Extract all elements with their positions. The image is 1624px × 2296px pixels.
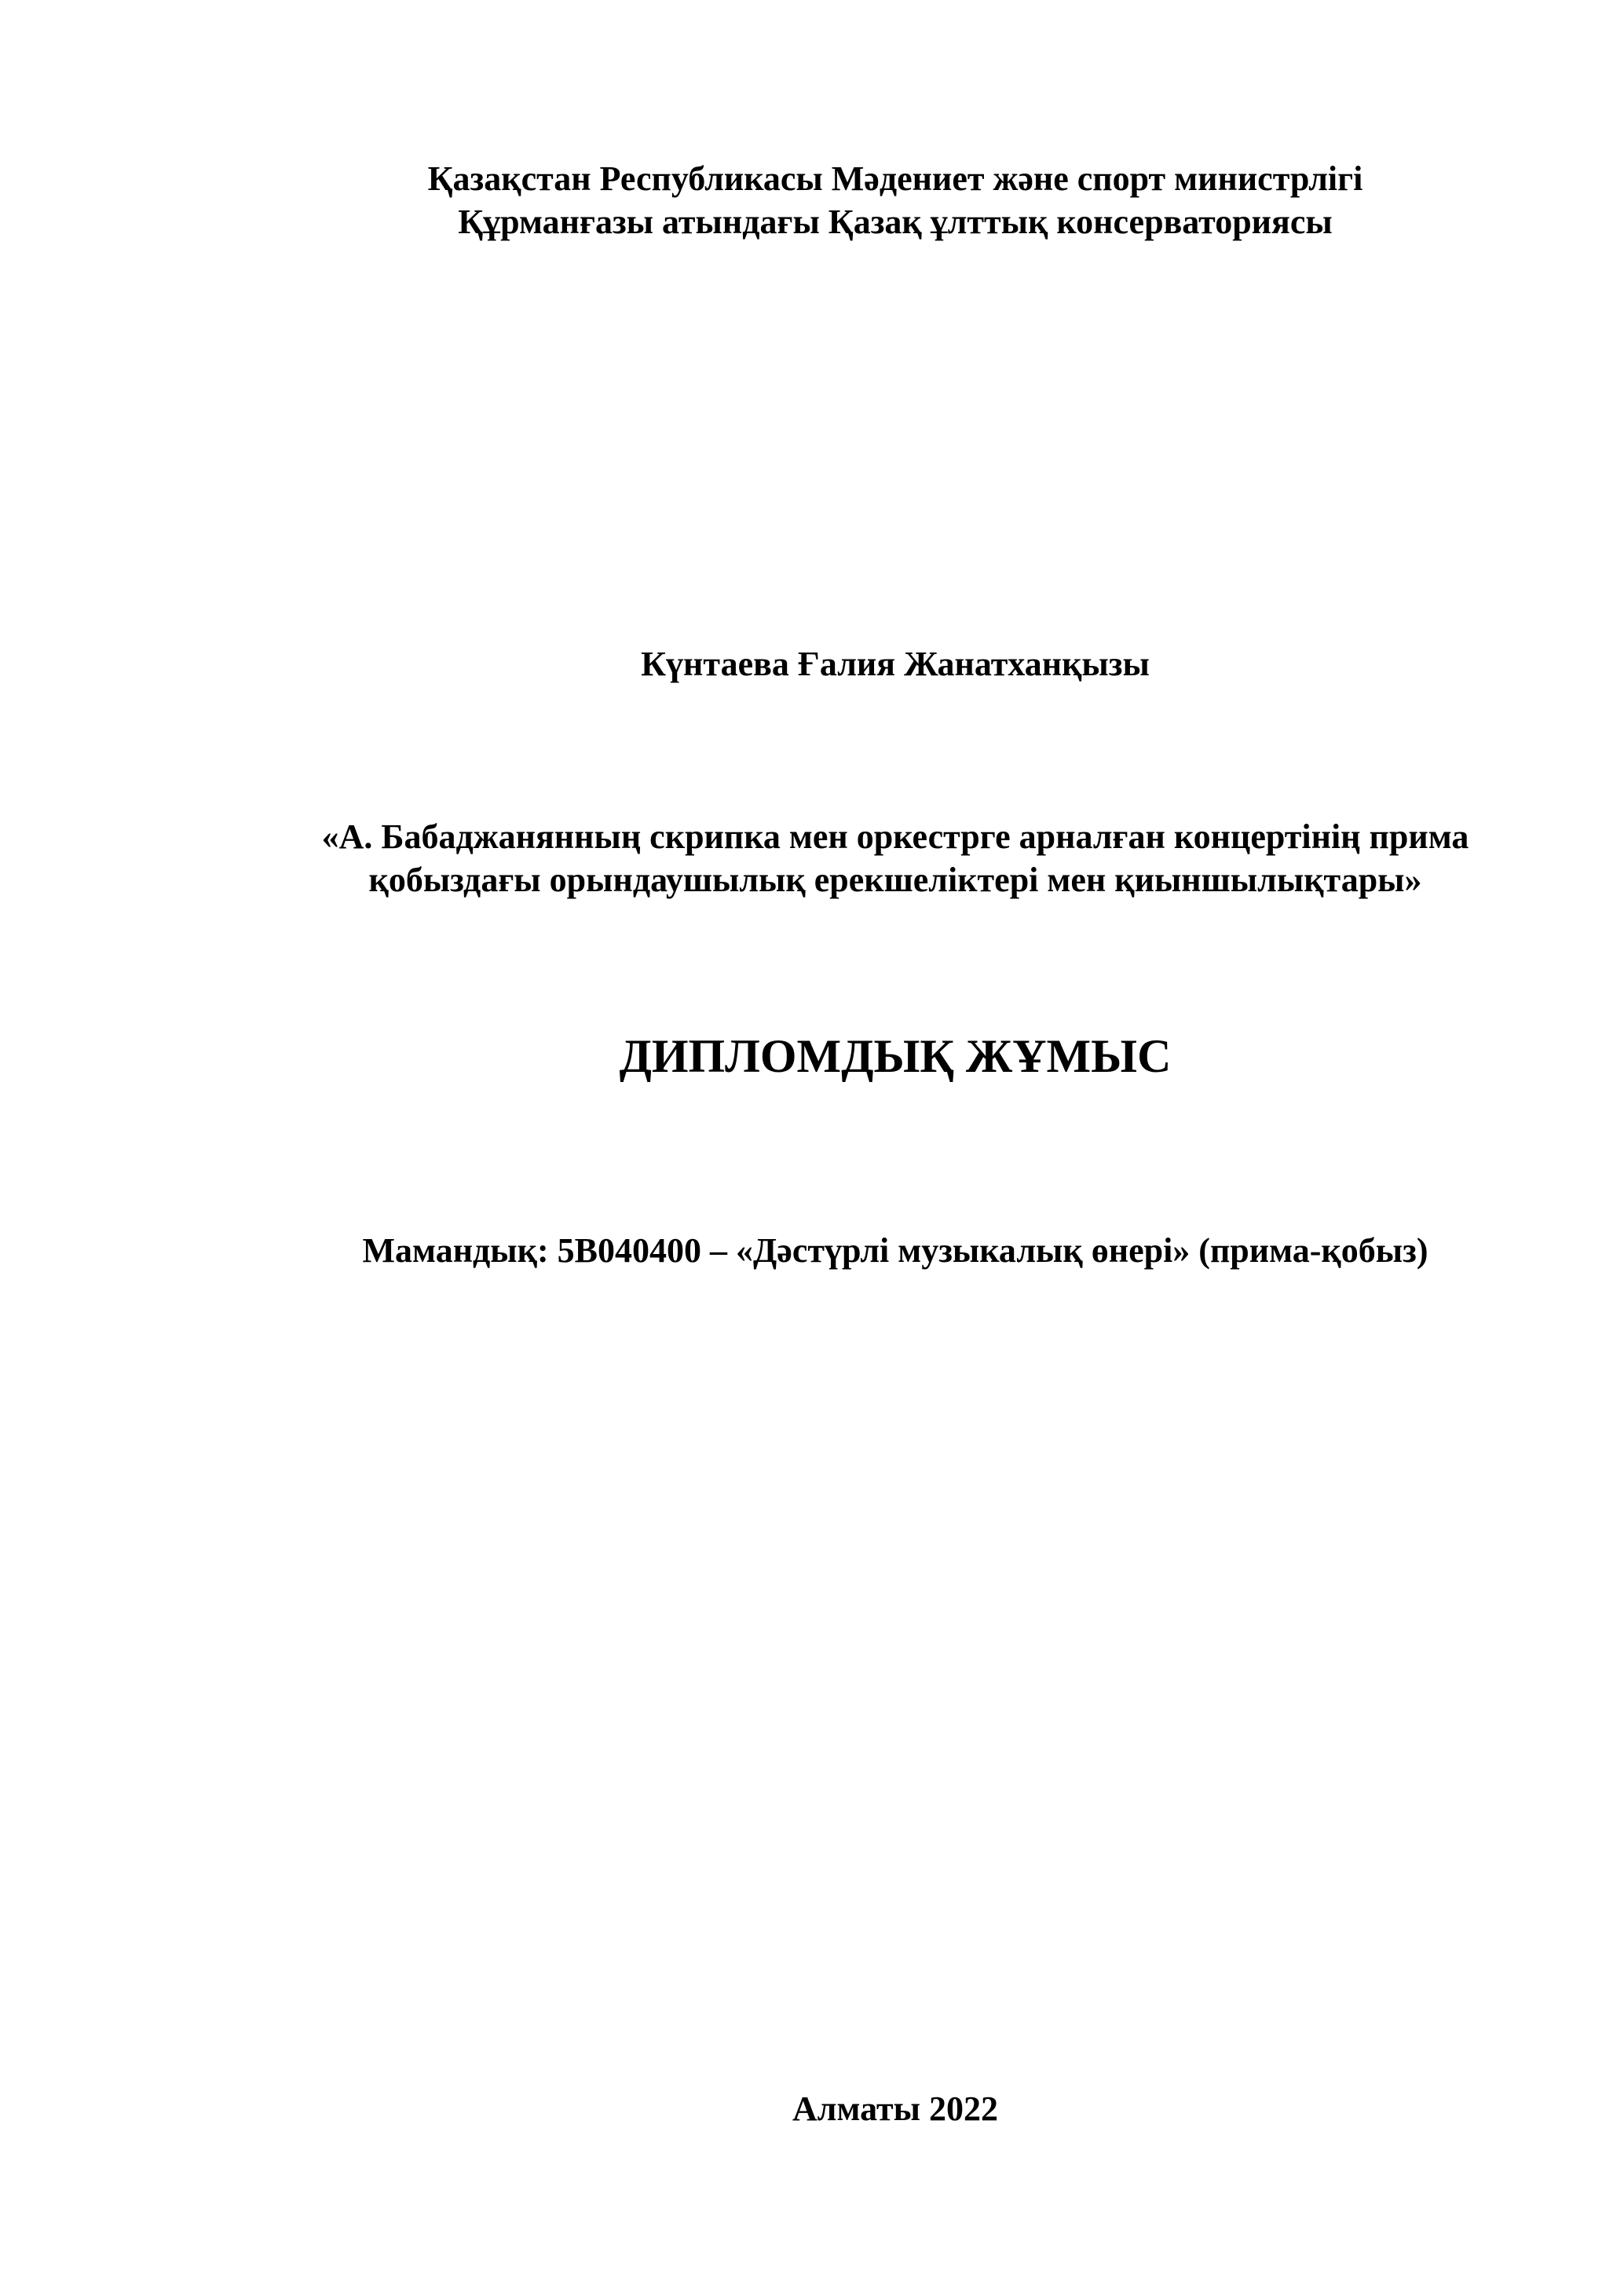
ministry-name: Қазақстан Республикасы Мәдениет және спорт министрлігі (427, 159, 1363, 198)
thesis-title-line-2: қобыздағы орындаушылық ерекшеліктері мен қиыншылықтары» (368, 861, 1422, 899)
thesis-title-line-1: «А. Бабаджанянның скрипка мен оркестрге арналған концертінің прима (321, 817, 1469, 856)
institution-header (204, 157, 1586, 243)
conservatory-name: Құрманғазы атындағы Қазақ ұлттық консерваториясы (458, 203, 1333, 241)
document-type-heading: ДИПЛОМДЫҚ ЖҰМЫС (619, 1030, 1172, 1082)
author-name: Күнтаева Ғалия Жанатханқызы (641, 645, 1150, 683)
place-and-year: Алматы 2022 (792, 2089, 998, 2128)
specialty-line: Мамандық: 5В040400 – «Дәстүрлі музыкалық өнері» (прима-қобыз) (362, 1231, 1428, 1270)
thesis-title (204, 815, 1586, 901)
